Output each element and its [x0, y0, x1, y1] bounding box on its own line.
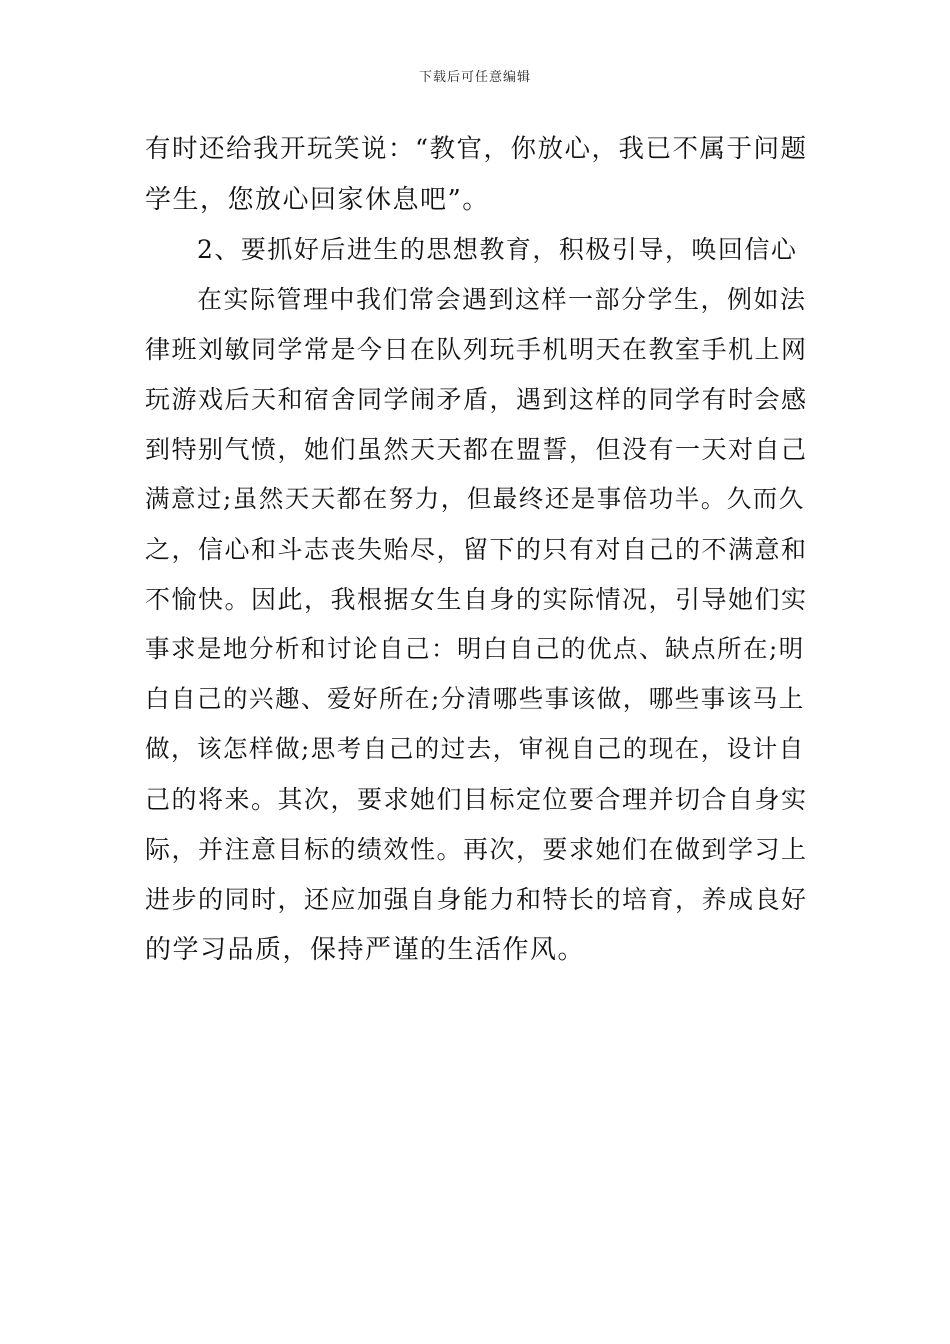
text-line: 有时还给我开玩笑说：“教官，你放心，我已不属于问题 [145, 134, 808, 164]
text-line: 律班刘敏同学常是今日在队列玩手机明天在教室手机上网 [145, 335, 808, 364]
text-line: 做，该怎样做;思考自己的过去，审视自己的现在，设计自 [145, 734, 805, 763]
text-line: 在实际管理中我们常会遇到这样一部分学生，例如法 [197, 285, 807, 314]
text-line: 的学习品质，保持严谨的生活作风。 [145, 935, 586, 965]
header-note: 下载后可任意编辑 [418, 70, 531, 85]
text-line: 到特别气愤，她们虽然天天都在盟誓，但没有一天对自己 [145, 435, 808, 464]
text-line: 际，并注意目标的绩效性。再次，要求她们在做到学习上 [145, 835, 808, 864]
text-line: 不愉快。因此，我根据女生自身的实际情况，引导她们实 [145, 585, 808, 614]
text-line: 玩游戏后天和宿舍同学闹矛盾，遇到这样的同学有时会感 [145, 385, 808, 414]
text-line: 进步的同时，还应加强自身能力和特长的培育，养成良好 [145, 885, 808, 914]
text-line: 白自己的兴趣、爱好所在;分清哪些事该做，哪些事该马上 [145, 684, 805, 713]
text-line: 己的将来。其次，要求她们目标定位要合理并切合自身实 [145, 785, 808, 814]
text-line: 之，信心和斗志丧失贻尽，留下的只有对自己的不满意和 [145, 535, 808, 564]
section-heading: 2、要抓好后进生的思想教育，积极引导，唤回信心 [197, 235, 798, 264]
text-line: 满意过;虽然天天都在努力，但最终还是事倍功半。久而久 [145, 484, 805, 513]
text-line: 学生，您放心回家休息吧”。 [145, 185, 490, 215]
text-line: 事求是地分析和讨论自己：明白自己的优点、缺点所在;明 [145, 634, 805, 663]
